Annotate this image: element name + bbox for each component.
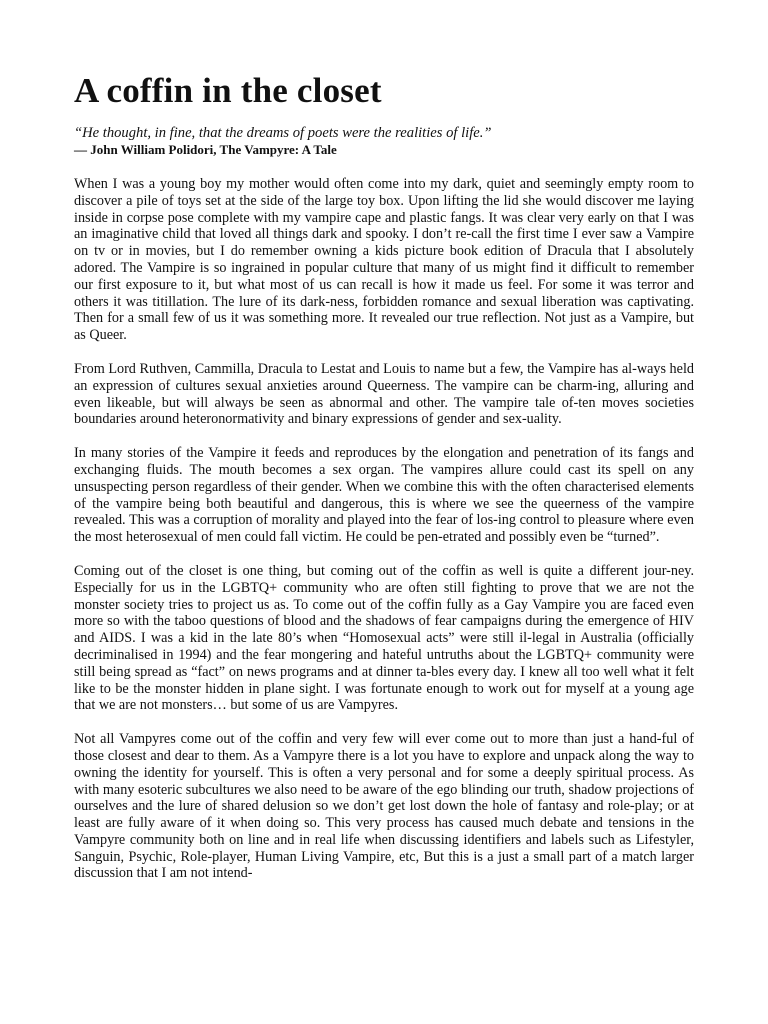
document-page bbox=[74, 66, 694, 899]
epigraph-quote: “He thought, in fine, that the dreams of poets were the realities of life.” bbox=[74, 125, 492, 141]
paragraph-3: In many stories of the Vampire it feeds and reproduces by the elongation and penetration of its fangs and exchanging fluids. The mouth becomes a sex organ. The vampires allure could cast its spell on any unsuspecting person regardless of their gender. When we combine this with the often characterised elements of the vampire being both beautiful and dangerous, this is where we see the queerness of the vampire revealed. This was a corruption of morality and played into the fear of los-ing control to pleasure where even the most heterosexual of men could fall victim. He could be pen-etrated and possibly even be “turned”. bbox=[74, 445, 694, 546]
paragraph-5: Not all Vampyres come out of the coffin and very few will ever come out to more than just a hand-ful of those closest and dear to them. As a Vampyre there is a lot you have to explore and unpack along the way to owning the identity for yourself. This is often a very personal and for some a deeply spiritual process. As with many esoteric subcultures we also need to be aware of the ego blinding our truth, shadow projections of ourselves and the lure of shared delusion so we don’t get lost down the hole of fantasy and role-play; or at least are fully aware of it when doing so. This very process has caused much debate and tensions in the Vampyre community both on line and in real life when discussing identifiers and labels such as Lifestyler, Sanguin, Psychic, Role-player, Human Living Vampire, etc, But this is a just a small part of a match larger discussion that I am not intend- bbox=[74, 731, 694, 882]
article-title: A coffin in the closet bbox=[74, 71, 382, 110]
paragraph-4: Coming out of the closet is one thing, but coming out of the coffin as well is quite a different jour-ney. Especially for us in the LGBTQ+ community who are often still fighting to prove that we are not the monster society tries to project us as. To come out of the coffin fully as a Gay Vampire you are faced even more so with the taboo questions of blood and the shadows of fear campaigns during the emergence of HIV and AIDS. I was a kid in the late 80’s when “Homosexual acts” were still il-legal in Australia (officially decriminalised in 1994) and the fear mongering and hateful untruths about the LGBTQ+ community were still being spread as “fact” on news programs and at dinner ta-bles every day. I knew all too well what it felt like to be the monster hidden in plane sight. I was fortunate enough to work out for myself at a young age that we are not monsters… but some of us are Vampyres. bbox=[74, 562, 694, 714]
paragraph-1: When I was a young boy my mother would often come into my dark, quiet and seemingly empty room to discover a pile of toys set at the side of the large toy box. Upon lifting the lid she would discover me laying inside in corpse pose complete with my vampire cape and plastic fangs. It was clear very early on that I was an imaginative child that loved all things dark and spooky. I don’t re-call the first time I ever saw a Vampire on tv or in movies, but I do remember owning a kids picture book edition of Dracula that I absolutely adored. The Vampire is so ingrained in popular culture that many of us might find it difficult to remember our first exposure to it, but what most of us can recall is how it made us feel. For some it was terror and others it was titillation. The lure of its dark-ness, forbidden romance and sexual liberation was captivating. Then for a small few of us it was something more. It revealed our true reflection. Not just as a Vampire, but as Queer. bbox=[74, 176, 694, 344]
article-body bbox=[74, 176, 694, 882]
paragraph-2: From Lord Ruthven, Cammilla, Dracula to Lestat and Louis to name but a few, the Vampire has al-ways held an expression of cultures sexual anxieties around Queerness. The vampire can be charm-ing, alluring and even likeable, but will always be seen as abnormal and other. The vampire tale of-ten moves societies boundaries around heteronormativity and binary expressions of gender and sex-uality. bbox=[74, 360, 694, 428]
epigraph bbox=[74, 125, 694, 158]
epigraph-attribution: — John William Polidori, The Vampyre: A Tale bbox=[74, 142, 337, 157]
